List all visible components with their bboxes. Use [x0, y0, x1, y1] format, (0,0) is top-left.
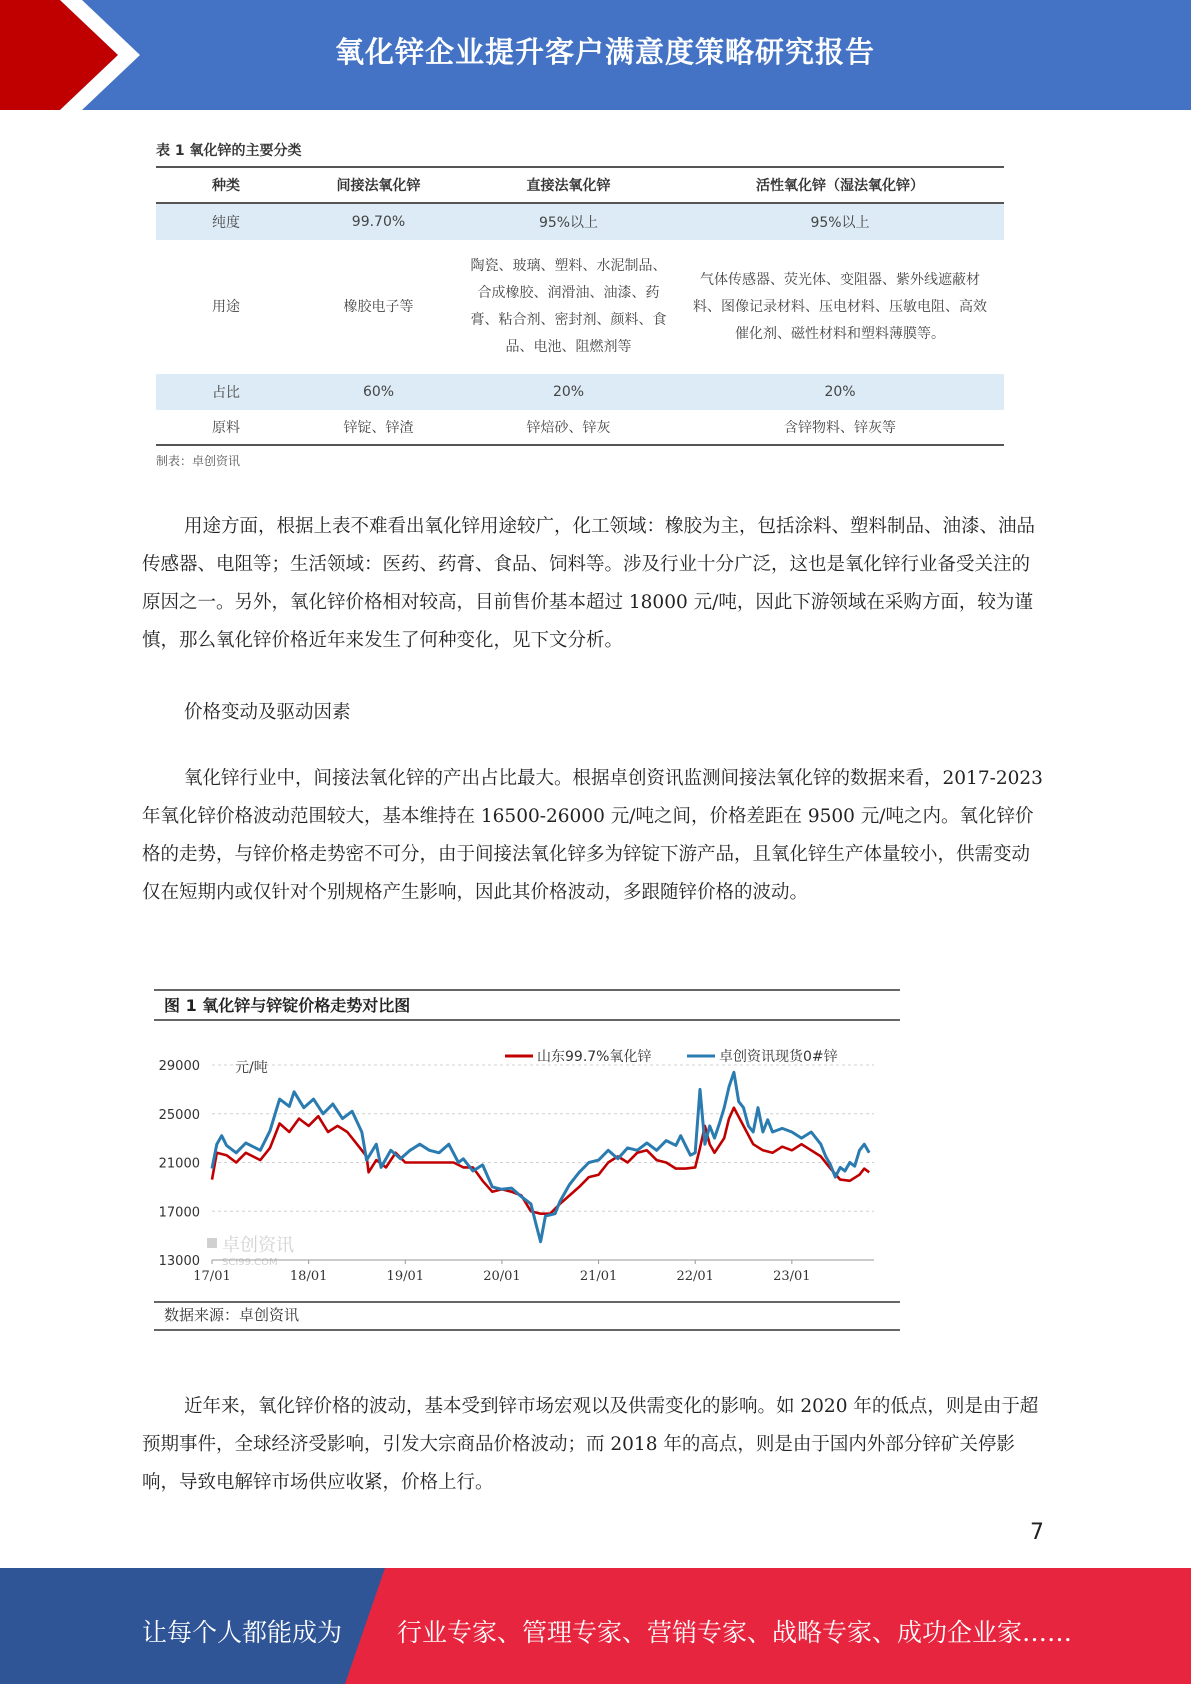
- table-header-cell: 直接法氧化锌: [461, 167, 676, 203]
- table-row: [156, 410, 1004, 445]
- row-label: 占比: [156, 374, 296, 410]
- table-header-row: [156, 167, 1004, 203]
- table-cell: 陶瓷、玻璃、塑料、水泥制品、合成橡胶、润滑油、油漆、药膏、粘合剂、密封剂、颜料、食品、电池、阻燃剂等: [470, 258, 667, 355]
- classification-table: [156, 166, 1004, 446]
- table-cell: 气体传感器、荧光体、变阻器、紫外线遮蔽材料、图像记录材料、压电材料、压敏电阻、高效催化剂、磁性材料和塑料薄膜等。: [693, 271, 987, 342]
- table-cell: 99.70%: [296, 203, 461, 240]
- y-axis-ticks: [159, 1059, 200, 1269]
- table-cell: 锌锭、锌渣: [296, 410, 461, 445]
- table-cell: 锌焙砂、锌灰: [461, 410, 676, 445]
- table-row: [156, 374, 1004, 410]
- table-header-cell: 活性氧化锌（湿法氧化锌）: [676, 167, 1004, 203]
- classification-table-figure: [156, 140, 1004, 469]
- footer-slogan-right: 行业专家、管理专家、营销专家、战略专家、成功企业家……: [397, 1618, 1073, 1647]
- x-tick-label: 22/01: [676, 1269, 714, 1284]
- x-axis-ticks: [193, 1260, 810, 1284]
- series-line: [212, 1072, 869, 1241]
- page-number: 7: [1030, 1520, 1044, 1545]
- table-cell: 20%: [461, 374, 676, 410]
- watermark-text: 卓创资讯: [222, 1235, 294, 1256]
- x-tick-label: 18/01: [289, 1269, 328, 1284]
- legend-label: 山东99.7%氧化锌: [537, 1049, 652, 1065]
- footer-slogan-left: 让每个人都能成为: [142, 1618, 343, 1647]
- paragraph-fluctuation: 近年来，氧化锌价格的波动，基本受到锌市场宏观以及供需变化的影响。如 2020 年的低点，则是由于超预期事件，全球经济受影响，引发大宗商品价格波动；而 2018 年的高点，则是由于国内外部分锌矿关停影响，导致电解锌市场供应收紧，价格上行。: [142, 1396, 1039, 1493]
- row-label: 纯度: [156, 203, 296, 240]
- footer-banner: [0, 1568, 1191, 1684]
- table-cell: 95%以上: [461, 203, 676, 240]
- x-tick-label: 17/01: [193, 1269, 231, 1284]
- watermark-subtext: SCI99.COM: [222, 1257, 278, 1268]
- table-cell: 60%: [296, 374, 461, 410]
- table-cell: 含锌物料、锌灰等: [676, 410, 1004, 445]
- y-tick-label: 13000: [158, 1254, 200, 1269]
- table-caption: 表 1 氧化锌的主要分类: [156, 143, 302, 159]
- paragraph-price-change: 氧化锌行业中，间接法氧化锌的产出占比最大。根据卓创资讯监测间接法氧化锌的数据来看，2017-2023 年氧化锌价格波动范围较大，基本维持在 16500-26000 元/吨之间，价格差距在 9500 元/吨之内。氧化锌价格的走势，与锌价格走势密不可分，由于间接法氧化锌多为锌锭下游产品，且氧化锌生产体量较小，供需变动仅在短期内或仅针对个别规格产生影响，因此其价格波动，多跟随锌价格的波动。: [142, 768, 1043, 903]
- y-tick-label: 29000: [158, 1059, 200, 1074]
- x-tick-label: 19/01: [386, 1269, 425, 1284]
- x-tick-label: 23/01: [773, 1269, 811, 1284]
- y-tick-label: 25000: [158, 1107, 200, 1123]
- chart-series: [212, 1072, 869, 1241]
- table-cell: 95%以上: [676, 203, 1004, 240]
- x-tick-label: 20/01: [483, 1269, 521, 1284]
- y-tick-label: 21000: [158, 1156, 200, 1172]
- watermark: [207, 1235, 294, 1268]
- price-trend-figure: [150, 980, 902, 1332]
- y-axis-unit: 元/吨: [235, 1060, 268, 1076]
- table-cell: 橡胶电子等: [343, 298, 414, 315]
- header-bar: [0, 0, 1191, 110]
- table-row: [156, 203, 1004, 240]
- table-source: 制表：卓创资讯: [156, 454, 241, 468]
- figure-source: 数据来源：卓创资讯: [164, 1306, 300, 1324]
- price-trend-chart: [150, 980, 902, 1332]
- chart-legend: [505, 1048, 838, 1065]
- y-tick-label: 17000: [158, 1205, 200, 1221]
- x-tick-label: 21/01: [579, 1269, 618, 1284]
- table-header-cell: 种类: [156, 167, 296, 203]
- figure-caption: 图 1 氧化锌与锌锭价格走势对比图: [164, 996, 411, 1015]
- section-subheading: 价格变动及驱动因素: [184, 702, 351, 723]
- watermark-logo-icon: [207, 1238, 217, 1248]
- row-label: 用途: [212, 298, 240, 315]
- header-arrow-decoration: [0, 0, 160, 110]
- table-cell: 20%: [676, 374, 1004, 410]
- table-row: [156, 240, 1004, 374]
- table-header-cell: 间接法氧化锌: [296, 167, 461, 203]
- paragraph-usage: 用途方面，根据上表不难看出氧化锌用途较广，化工领域：橡胶为主，包括涂料、塑料制品、油漆、油品传感器、电阻等；生活领域：医药、药膏、食品、饲料等。涉及行业十分广泛，这也是氧化锌行业备受关注的原因之一。另外，氧化锌价格相对较高，目前售价基本超过 18000 元/吨，因此下游领域在采购方面，较为谨慎，那么氧化锌价格近年来发生了何种变化，见下文分析。: [142, 516, 1036, 651]
- legend-label: 卓创资讯现货0#锌: [719, 1049, 838, 1065]
- report-title: 氧化锌企业提升客户满意度策略研究报告: [334, 35, 875, 69]
- row-label: 原料: [156, 410, 296, 445]
